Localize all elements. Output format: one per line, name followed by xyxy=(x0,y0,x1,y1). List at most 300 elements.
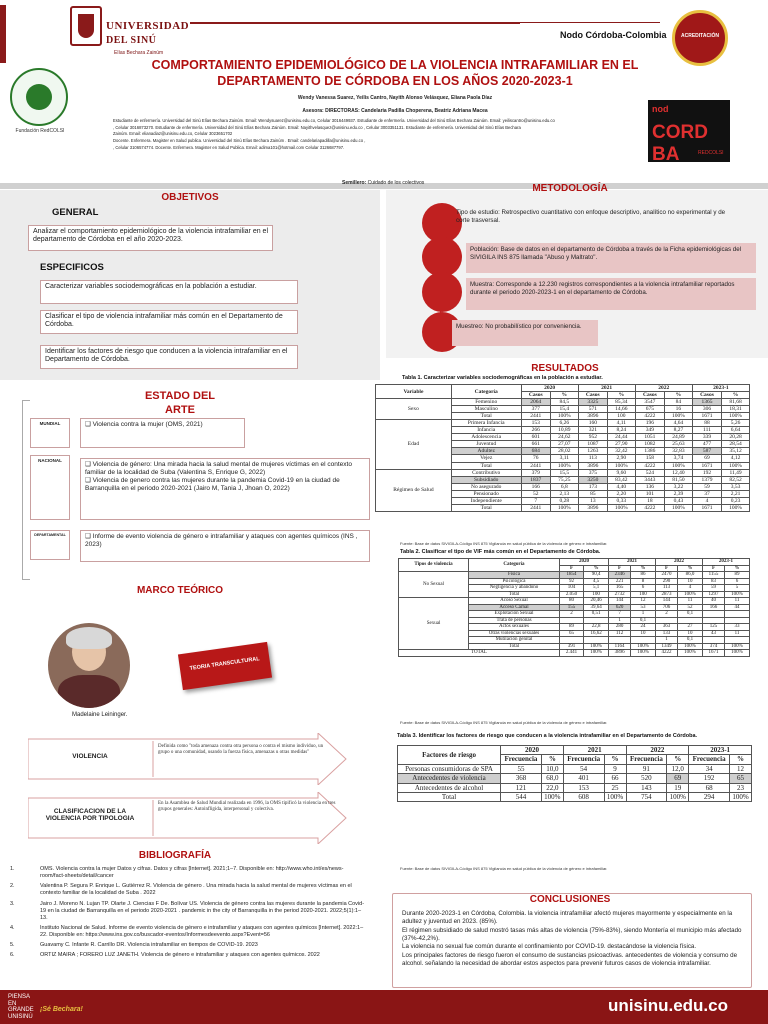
table1-cell: 2,13 xyxy=(550,490,578,497)
table1-cell: Independiente xyxy=(451,497,521,504)
affiliation-line: Docente. Enfermera. Magister en Salud publica. Universidad del Sinú Elías Bechara Zainúm . Email: candelariapadilla@unisinu.edu.co , xyxy=(113,138,366,144)
table2-cell: 80 xyxy=(559,598,583,605)
table1-cell: 166 xyxy=(521,483,550,490)
bullet-icon: ❑ xyxy=(85,461,93,468)
table1-cell: 2064 xyxy=(521,399,550,406)
table3-cell: Personas consumidoras de SPA xyxy=(398,764,501,773)
bullet-icon: ❑ xyxy=(85,421,93,428)
table1-cell: 100% xyxy=(722,504,750,511)
table2-cell: 2 xyxy=(656,611,678,618)
table2-header-cell: Tipos de violencia xyxy=(399,559,469,572)
table1-cell: 3250 xyxy=(578,476,607,483)
table1-cell: 32,42 xyxy=(607,448,635,455)
header-divider-right xyxy=(520,22,660,23)
semillero-label: Semillero: xyxy=(342,180,367,186)
bib-item xyxy=(10,866,365,880)
table1-cell: 192 xyxy=(692,469,721,476)
table1-cell: 661 xyxy=(521,441,550,448)
table3-cell: 12,0 xyxy=(667,764,689,773)
table2-cell: 144 xyxy=(609,598,631,605)
table2-cell: 100% xyxy=(725,643,750,650)
table1-cell: 339 xyxy=(692,434,721,441)
table2-cell: 112 xyxy=(609,630,631,637)
table1-cell: 28,54 xyxy=(722,441,750,448)
bib-item xyxy=(10,942,365,949)
table2-cell: Total xyxy=(469,591,560,598)
table2-source: Fuente: Base de datos SIVIGILA-Código INS 875 Vigilancia en salud pública de la violencia de género e intrafamiliar. xyxy=(400,720,608,725)
table1-cell: 2,39 xyxy=(665,490,693,497)
nacional-item-2-text: Violencia de genero contra las mujeres durante la pandemia Covid-19 en la ciudad de Barranquilla en el periodo 2020-2021 (Jairo M, Tania J, Jhoan O, 2022) xyxy=(85,477,340,493)
table3-subheader-cell: Frecuencia xyxy=(689,755,730,764)
table2-cell: 290 xyxy=(656,578,678,585)
table3-row xyxy=(398,783,752,792)
table2-total-cell: 100% xyxy=(678,650,703,657)
table1-cell: 1671 xyxy=(692,504,721,511)
table2-cell: 10 xyxy=(678,630,703,637)
table1-subheader-cell: Casos xyxy=(521,392,550,399)
table3-row xyxy=(398,764,752,773)
table2-cell: 4 xyxy=(678,585,703,592)
table2-cell: 104 xyxy=(559,585,583,592)
objectives-title: OBJETIVOS xyxy=(161,192,219,203)
mundial-item: Violencia contra la mujer (OMS, 2021) xyxy=(92,421,203,428)
table2-cell: 11 xyxy=(725,630,750,637)
table1-cell: 18 xyxy=(635,497,664,504)
table2-cell: Actos sexuales xyxy=(469,624,560,631)
table1-cell: 12,40 xyxy=(665,469,693,476)
table3-cell: 544 xyxy=(501,792,542,801)
table2-cell: 144 xyxy=(656,598,678,605)
table1-cell: 153 xyxy=(521,420,550,427)
table1-header-row xyxy=(376,385,750,392)
table3-caption: Tabla 3. Identificar los factores de riesgo que conducen a la violencia intrafamiliar en el Departamento de Córdoba. xyxy=(397,733,698,739)
table3-cell: 192 xyxy=(689,774,730,783)
table3-subheader-cell: Frecuencia xyxy=(626,755,667,764)
methodology-dot-2 xyxy=(422,237,462,277)
table1-cell: 3,74 xyxy=(665,455,693,462)
table2-cell: 39,64 xyxy=(584,604,609,611)
table3-cell: 153 xyxy=(563,783,604,792)
table1-cell: Vejez xyxy=(451,455,521,462)
bib-item xyxy=(10,900,365,922)
specific-label: ESPECIFICOS xyxy=(40,262,104,273)
table2-cell: 52 xyxy=(678,604,703,611)
table1-cell: 28,02 xyxy=(550,448,578,455)
table1-cell: Subsidiado xyxy=(451,476,521,483)
bullet-icon: ❑ xyxy=(85,533,93,540)
table2-cell: 155 xyxy=(559,604,583,611)
left-red-bar xyxy=(0,5,6,63)
affiliations xyxy=(113,118,593,152)
table2-cell: 706 xyxy=(656,604,678,611)
table1-cell: 2,90 xyxy=(607,455,635,462)
table3-cell: Total xyxy=(398,792,501,801)
table1-cell: 8,24 xyxy=(607,427,635,434)
bibliography-list xyxy=(10,866,365,963)
table1-cell: 477 xyxy=(692,441,721,448)
table1-cell: 1365 xyxy=(692,399,721,406)
table1-cell: 3443 xyxy=(635,476,664,483)
table2-cell: 83 xyxy=(702,578,724,585)
table1-cell: 4,40 xyxy=(607,483,635,490)
table2-cell: 113 xyxy=(656,585,678,592)
table3-subheader-cell: % xyxy=(541,755,563,764)
bib-number: 2. xyxy=(10,883,15,890)
table2-cell: 4,5 xyxy=(584,578,609,585)
table2-cell: 1 xyxy=(631,611,656,618)
table1-cell: 3325 xyxy=(578,399,607,406)
theory-card-text: TEORIA TRANSCULTURAL xyxy=(189,656,261,672)
bullet-icon: ❑ xyxy=(85,477,93,485)
table2-group-cell: Sexual xyxy=(399,598,469,650)
table3-cell: 34 xyxy=(689,764,730,773)
node-label: Nodo Córdoba-Colombia xyxy=(560,30,667,40)
table1-cell: Masculino xyxy=(451,406,521,413)
table1-cell: 16 xyxy=(665,406,693,413)
table1-row xyxy=(376,469,750,476)
conclusions-title: CONCLUSIONES xyxy=(529,894,611,905)
university-name-line2: DEL SINÚ xyxy=(106,35,157,46)
table1-cell: Total xyxy=(451,504,521,511)
table1-group-cell: Edad xyxy=(376,420,452,469)
table2-cell: 44 xyxy=(725,604,750,611)
table1-cell: 0,33 xyxy=(607,497,635,504)
logo-nod-text: nod xyxy=(652,104,669,114)
university-crest-icon xyxy=(70,6,102,46)
table1-cell: 24,62 xyxy=(550,434,578,441)
estado-title: ESTADO DEL ARTE xyxy=(144,390,216,416)
table1-cell: 13 xyxy=(578,497,607,504)
table2-cell: 0,51 xyxy=(584,611,609,618)
photo-caption: Madelaine Leininger. xyxy=(72,712,128,718)
table1-cell: 100% xyxy=(550,504,578,511)
table1-cell: 14,66 xyxy=(607,406,635,413)
specific-objective-2: Clasificar el tipo de violencia intrafamiliar más común en el Departamento de Córdoba. xyxy=(40,310,298,334)
table1-cell: 24,89 xyxy=(665,434,693,441)
table3-subheader-cell: % xyxy=(730,755,752,764)
table3-cell: 143 xyxy=(626,783,667,792)
table2-cell: 90,4 xyxy=(584,572,609,579)
table1-cell: 18,31 xyxy=(722,406,750,413)
table1-cell: 59 xyxy=(692,483,721,490)
table1-subheader-cell: Casos xyxy=(578,392,607,399)
authors: Wendy Vanessa Suarez, Yeilis Cantro, Nayith Alonso Velásquez, Eliana Paola Díaz xyxy=(297,95,493,101)
table2-subheader-cell: % xyxy=(584,565,609,572)
table1-cell: 158 xyxy=(635,455,664,462)
table2-cell: 0,1 xyxy=(631,617,656,624)
table2-cell: 1349 xyxy=(656,643,678,650)
table1-cell: 2441 xyxy=(521,413,550,420)
table1-cell: 100 xyxy=(607,413,635,420)
table1-cell: 113 xyxy=(578,455,607,462)
table1-cell: 32,83 xyxy=(665,448,693,455)
table2-total-cell: 100% xyxy=(584,650,609,657)
table3-header-cell: 2020 xyxy=(501,746,564,755)
university-logo xyxy=(70,6,190,64)
footer xyxy=(0,990,768,1024)
nodo-cordoba-logo xyxy=(648,100,730,165)
table1-subheader-cell: % xyxy=(665,392,693,399)
table1-cell: 2441 xyxy=(521,462,550,469)
table2-total-cell: 100% xyxy=(631,650,656,657)
table1-cell: 75,25 xyxy=(550,476,578,483)
header-divider xyxy=(190,22,520,24)
table1-cell: Adultez xyxy=(451,448,521,455)
table2-cell: 100% xyxy=(678,643,703,650)
table1-cell: 136 xyxy=(635,483,664,490)
table1-cell: 1671 xyxy=(692,413,721,420)
table2-cell: 1854 xyxy=(559,572,583,579)
table2-cell: 133 xyxy=(656,630,678,637)
semillero xyxy=(342,180,424,186)
table1-cell: 1671 xyxy=(692,462,721,469)
table2-subheader-cell: F xyxy=(559,565,583,572)
table1-cell: 4,12 xyxy=(722,455,750,462)
table1-cell: 35,12 xyxy=(722,448,750,455)
estado-bracket xyxy=(22,400,30,580)
table1-cell: 1263 xyxy=(578,448,607,455)
table1-cell: Total xyxy=(451,462,521,469)
table3-cell: 121 xyxy=(501,783,542,792)
research-seal-icon xyxy=(10,68,68,126)
clasificacion-label: CLASIFICACION DE LA VIOLENCIA POR TIPOLOGIA xyxy=(45,808,135,822)
table2-cell: 2470 xyxy=(656,572,678,579)
table2-cell: 5 xyxy=(725,585,750,592)
table2-subheader-cell: F xyxy=(609,565,631,572)
methodology-item-2: Población: Base de datos en el departamento de Córdoba a través de la Ficha epidemiológicas del SIVIGILA INS 875 llamada "Abuso y Maltrato". xyxy=(466,243,756,273)
methodology-title: METODOLOGÍA xyxy=(532,183,608,194)
table1-source: Fuente: Base de datos SIVIGILA-Código INS 875 Vigilancia en salud pública de la violencia de género e intrafamiliar. xyxy=(400,541,608,546)
table1-cell: Primera Infancia xyxy=(451,420,521,427)
table1-cell: 15,4 xyxy=(550,406,578,413)
table1-subheader-cell: Casos xyxy=(635,392,664,399)
table1-cell: 4,64 xyxy=(665,420,693,427)
table3-cell: 66 xyxy=(604,774,626,783)
table2-cell: 125 xyxy=(702,624,724,631)
table1-cell: Adolescencia xyxy=(451,434,521,441)
poster-title: COMPORTAMIENTO EPIDEMIOLÓGICO DE LA VIOLENCIA INTRAFAMILIAR EN EL DEPARTAMENTO DE CÓRDOBA EN LOS AÑOS 2020-2023-1 xyxy=(151,58,639,88)
table1-cell: 37 xyxy=(692,490,721,497)
bib-text: Valentina P. Segura P. Enrique L. Gutiérrez R. Violencia de género . Una mirada hacia la salud mental de mujeres víctimas en el contexto familiar de la localidad de Suba . 2022 xyxy=(40,883,352,897)
table3-cell: 12 xyxy=(730,764,752,773)
table2-cell: 59 xyxy=(702,585,724,592)
table2-cell: 5,1 xyxy=(584,585,609,592)
table3-cell: 520 xyxy=(626,774,667,783)
table2-cell: 100 xyxy=(631,591,656,598)
table3-cell: 754 xyxy=(626,792,667,801)
table3-header-cell: 2021 xyxy=(563,746,626,755)
table1-cell: 1082 xyxy=(635,441,664,448)
slogan-line: PIENSA xyxy=(8,994,31,1000)
violencia-definition: Definida como "toda amenaza contra otra persona o contra el mismo individuo, un grupo o una comunidad, usando la fuerza física, amenazas u otras medidas" xyxy=(158,744,324,755)
table1-cell: 88 xyxy=(692,420,721,427)
bib-number: 5. xyxy=(10,942,15,949)
table1 xyxy=(375,384,750,512)
footer-url[interactable]: unisinu.edu.co xyxy=(608,996,728,1015)
footer-slogan xyxy=(8,994,34,1020)
bib-text: OMS. Violencia contra la mujer Datos y cifras. Datos y cifras [Internet]. 2021;1–7. Disponible en: http://www.who.int/es/news-room/fact-sheets/detail/cancer xyxy=(40,866,344,880)
table1-cell: Total xyxy=(451,413,521,420)
bib-text: Instituto Nacional de Salud. Informe de evento violencia de género e intrafamiliar y ataques con agentes químicos [Internet]. 2022:1–22. Disponible en: https://www.ins.gov.co/buscador-eventos/Informesdeevento.aspx?Event=56 xyxy=(40,924,364,939)
table2-cell: 620 xyxy=(609,604,631,611)
table1-cell: 20,28 xyxy=(722,434,750,441)
table1-cell: 196 xyxy=(635,420,664,427)
table1-cell: 81,68 xyxy=(722,399,750,406)
table2-header-cell: 2022 xyxy=(656,559,703,566)
table2-cell: 100% xyxy=(631,643,656,650)
slogan-line: GRANDE xyxy=(8,1007,34,1014)
table2-total-cell: 3896 xyxy=(609,650,631,657)
table1-cell: 84,5 xyxy=(550,399,578,406)
table1-cell: 52 xyxy=(521,490,550,497)
table1-cell: 100% xyxy=(722,413,750,420)
table2-cell: 10 xyxy=(678,578,703,585)
bib-item xyxy=(10,883,365,897)
table1-cell: 100% xyxy=(665,462,693,469)
table1-cell: 0,23 xyxy=(722,497,750,504)
table1-cell: 25,63 xyxy=(665,441,693,448)
table1-cell: 4222 xyxy=(635,413,664,420)
table3-cell: 19 xyxy=(667,783,689,792)
table2-cell: Trata de personas xyxy=(469,617,560,624)
table2-cell: Total xyxy=(469,643,560,650)
table1-cell: 7 xyxy=(521,497,550,504)
table1-cell: 6,8 xyxy=(550,483,578,490)
conclusion-item: Los principales factores de riesgo fueron el consumo de sustancias psicoactivas. antecedentes de violencia y consumo de alcohol. señalando la necesidad de abordar estos aspectos para prevenir futuros casos de violencia intrafamiliar. xyxy=(402,951,738,968)
table2-cell: 165 xyxy=(609,585,631,592)
table2-cell: 86,0 xyxy=(678,572,703,579)
table2-cell: 89 xyxy=(559,624,583,631)
table3-subheader-cell: Frecuencia xyxy=(501,755,542,764)
table2-cell: 1297 xyxy=(702,591,724,598)
table3-cell: 100% xyxy=(730,792,752,801)
table1-cell: 3,53 xyxy=(722,483,750,490)
table3-cell: 10,0 xyxy=(541,764,563,773)
table1-cell: 524 xyxy=(635,469,664,476)
badge-text: ACREDITACIÓN xyxy=(681,33,719,39)
leininger-photo xyxy=(48,623,130,708)
table1-header-cell: Categoría xyxy=(451,385,521,399)
table3-cell: Antecedentes de violencia xyxy=(398,774,501,783)
table2-cell: Acceso Carnal xyxy=(469,604,560,611)
table1-cell: 601 xyxy=(521,434,550,441)
table1-cell: 84 xyxy=(665,399,693,406)
table3-cell: 22,0 xyxy=(541,783,563,792)
tag-departamental: DEPARTAMENTAL xyxy=(30,530,70,560)
table3-cell: 68,0 xyxy=(541,774,563,783)
table1-caption: Tabla 1. Caracterizar variables sociodemográficas en la población a estudiar. xyxy=(402,375,603,381)
table1-cell: 2,21 xyxy=(722,490,750,497)
table2-cell: 100% xyxy=(678,591,703,598)
table3-row xyxy=(398,792,752,801)
semillero-value: Cuidado de los colectivos xyxy=(367,180,425,186)
table3-subheader-cell: % xyxy=(604,755,626,764)
table1-cell: 1837 xyxy=(521,476,550,483)
table3-cell: 608 xyxy=(563,792,604,801)
table1-cell: 684 xyxy=(521,448,550,455)
bib-item xyxy=(10,924,365,939)
table2-subheader-cell: % xyxy=(725,565,750,572)
table1-cell: 377 xyxy=(521,406,550,413)
table2-subheader-cell: % xyxy=(678,565,703,572)
table1-cell: 375 xyxy=(578,469,607,476)
table2-cell: 280 xyxy=(609,624,631,631)
theory-card xyxy=(178,642,272,690)
table1-cell: 111 xyxy=(692,427,721,434)
table2-cell: 65 xyxy=(559,630,583,637)
table1-cell: Juventud xyxy=(451,441,521,448)
table2-cell: 2 xyxy=(559,611,583,618)
conclusion-item: La violencia no sexual fue común durante el confinamiento por COVID-19. destacándose la violencia física. xyxy=(402,943,697,951)
table1-subheader-cell: % xyxy=(722,392,750,399)
tag-nacional: NACIONAL xyxy=(30,455,70,520)
table2-total-row xyxy=(399,650,750,657)
table1-cell: 4222 xyxy=(635,462,664,469)
table3-cell: 9 xyxy=(604,764,626,773)
methodology-item-1: Tipo de estudio: Retrospectivo cuantitativo con enfoque descriptivo, analítico no experimental y de corte trasversal. xyxy=(456,209,726,225)
table1-cell: 349 xyxy=(635,427,664,434)
table2-cell: 6 xyxy=(631,585,656,592)
slogan-line: UNISINÚ xyxy=(8,1013,33,1020)
table2-total-cell: 4222 xyxy=(656,650,678,657)
nacional-item-1-text: Violencia de género: Una mirada hacia la salud mental de mujeres víctimas en el contexto familiar de la localidad de Suba (Valentina S, Enrique G, 2022) xyxy=(85,461,352,477)
table3-cell: 68 xyxy=(689,783,730,792)
table1-subheader-cell: % xyxy=(607,392,635,399)
nacional-text xyxy=(80,458,370,520)
table1-cell: 587 xyxy=(692,448,721,455)
table1-cell: 100% xyxy=(550,413,578,420)
table2-cell: 8 xyxy=(631,578,656,585)
table2-cell: Otras violencias sexuales xyxy=(469,630,560,637)
table3-header-cell: 2023-1 xyxy=(689,746,752,755)
table3-header-cell: 2022 xyxy=(626,746,689,755)
table2-header-cell: Categoría xyxy=(469,559,560,572)
bib-number: 1. xyxy=(10,866,15,872)
table1-cell: 69 xyxy=(692,455,721,462)
table3-source: Fuente: Base de datos SIVIGILA-Código INS 875 Vigilancia en salud pública de la violencia de género e intrafamiliar. xyxy=(400,866,608,871)
results-title: RESULTADOS xyxy=(531,363,599,374)
table2-cell: 0,1 xyxy=(678,611,703,618)
table2-caption: Tabla 2. Clasificar el tipo de VIF más común en el Departamento de Córdoba. xyxy=(400,549,601,555)
table1-cell: 3896 xyxy=(578,504,607,511)
table3-cell: 368 xyxy=(501,774,542,783)
conclusion-item: El régimen subsidiado de salud mostró tasas más altas de violencia (75%-83%), siendo Montería el municipio más afectado (37%-42,2%). xyxy=(402,926,742,943)
table1-cell: 11,49 xyxy=(722,469,750,476)
affiliation-line: Estudiante de enfermería. Universidad del Sinú Elías Bechara Zainúm. Email: Wendysuarez@unisinu.edu.co, Celular 3016449937. Estudiante de enfermería. Universidad del Sinú Elías Bechara Zainúm. Email: yeiliscantro@unisinu.edu.co xyxy=(113,118,555,123)
table1-cell: 76 xyxy=(521,455,550,462)
table2-cell: 221 xyxy=(609,578,631,585)
table1-cell: 1051 xyxy=(635,434,664,441)
table2-total-cell: 100% xyxy=(725,650,750,657)
table3-cell: 294 xyxy=(689,792,730,801)
table1-cell: 6,64 xyxy=(722,427,750,434)
bib-text: Guavamy C. Infante R. Carrillo DR. Violencia intrafamiliar en tiempos de COVID-19. 2023 xyxy=(40,942,258,949)
table1-cell: 3547 xyxy=(635,399,664,406)
table1-cell: 100% xyxy=(607,462,635,469)
methodology-dot-3 xyxy=(422,272,462,312)
table1-cell: 100% xyxy=(665,504,693,511)
table3-header-row xyxy=(398,746,752,755)
table1-cell: 15,5 xyxy=(550,469,578,476)
accreditation-badge-icon xyxy=(672,10,728,66)
table1-cell: 83,42 xyxy=(607,476,635,483)
table3-subheader-cell: Frecuencia xyxy=(563,755,604,764)
conclusions-list xyxy=(402,910,742,969)
table2-group-cell: No Sexual xyxy=(399,572,469,598)
table1-cell: 952 xyxy=(578,434,607,441)
table3-row xyxy=(398,774,752,783)
table2-cell: 2873 xyxy=(656,591,678,598)
